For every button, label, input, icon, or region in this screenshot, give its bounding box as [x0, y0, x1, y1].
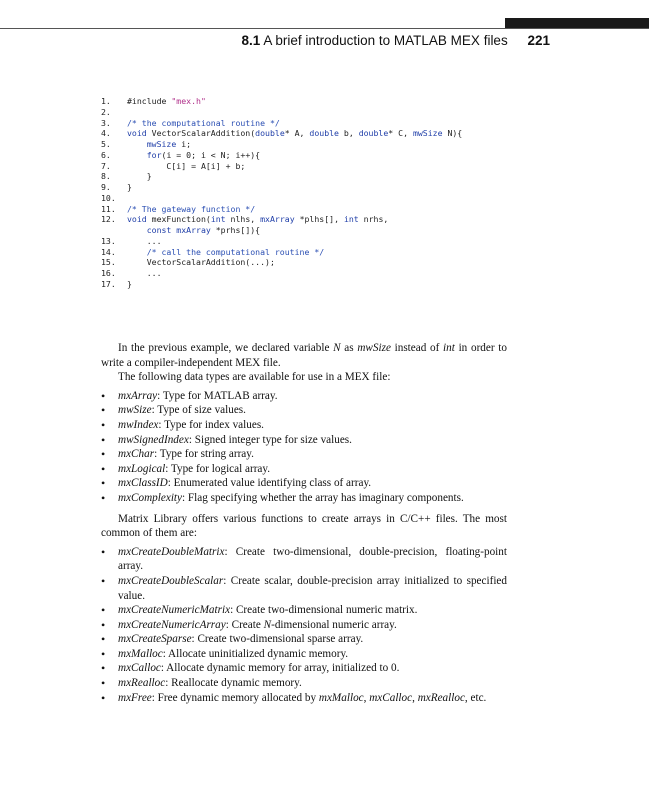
type-name: mxClassID [118, 477, 168, 490]
section-number: 8.1 [241, 33, 261, 48]
code-token: const mxArray [146, 225, 211, 235]
line-number: 1. [101, 96, 111, 106]
type-description: : Enumerated value identifying class of array. [167, 477, 372, 490]
line-number: 14. [101, 246, 116, 257]
line-number: 16. [101, 268, 116, 278]
code-token: nrhs, [358, 214, 389, 225]
code-token: for [146, 149, 162, 160]
type-description: : Signed integer type for size values. [188, 433, 352, 446]
code-token: } [127, 171, 152, 182]
text-run: N [333, 342, 341, 354]
text-run: as [340, 342, 358, 354]
line-number: 7. [101, 160, 111, 171]
text-run: mwSize [357, 342, 391, 354]
code-line [101, 279, 462, 290]
line-number: 17. [101, 278, 116, 289]
code-token: #include [127, 96, 172, 106]
list-item [101, 389, 507, 404]
list-item [101, 647, 507, 662]
page-number: 221 [527, 33, 550, 48]
code-line [101, 139, 462, 150]
line-number: 4. [101, 128, 111, 139]
code-listing [101, 96, 462, 290]
type-name: mwSize [118, 404, 152, 417]
code-line [101, 118, 462, 129]
code-line [101, 268, 462, 279]
list-item [101, 545, 507, 574]
text-run: : Create two-dimensional sparse array. [191, 633, 364, 646]
text-run: mxCalloc [118, 662, 161, 675]
code-line [101, 128, 462, 139]
list-item [101, 418, 507, 433]
text-run: : Create two-dimensional numeric matrix. [230, 604, 418, 617]
code-line [101, 193, 462, 204]
code-token [127, 139, 147, 149]
types-intro: The following data types are available for use in a MEX file: [118, 371, 391, 384]
list-item [101, 603, 507, 618]
code-line [101, 225, 462, 236]
text-run: mxCreateDoubleMatrix [118, 545, 225, 558]
list-item [101, 632, 507, 647]
code-line [101, 204, 462, 215]
line-number: 3. [101, 117, 111, 128]
code-token: *prhs[]){ [210, 225, 261, 235]
functions-list [101, 545, 507, 706]
code-line [101, 161, 462, 172]
code-token [127, 150, 147, 160]
list-item [101, 403, 507, 418]
line-number: 10. [101, 192, 116, 203]
code-token: int [343, 214, 359, 225]
data-types-list [101, 389, 507, 506]
code-token: void [127, 214, 147, 225]
code-token: * C, [388, 128, 413, 139]
text-run: : Allocate dynamic memory for array, initialized to 0. [160, 662, 400, 675]
code-token: ... [127, 268, 162, 278]
text-run: In the previous example, we declared variable [118, 342, 334, 354]
type-name: mxComplexity [118, 491, 182, 504]
functions-intro: Matrix Library offers various functions to create arrays in C/C++ files. The most common of them are: [101, 512, 507, 540]
text-run: , [363, 691, 370, 704]
list-item [101, 491, 507, 506]
text-run: : Create two-dimensional, double-precision, floating-point array. [118, 545, 507, 573]
text-run: mxRealloc [417, 691, 465, 704]
code-token: double [309, 128, 339, 139]
code-line [101, 236, 462, 247]
code-line [101, 150, 462, 161]
text-run: mxCreateSparse [118, 633, 192, 646]
code-token: "mex.h" [171, 96, 206, 106]
text-run: : Allocate uninitialized dynamic memory. [162, 647, 349, 660]
list-item [101, 676, 507, 691]
list-item [101, 433, 507, 448]
code-token: mwSize [146, 139, 177, 149]
text-run: mxCreateNumericMatrix [118, 604, 231, 617]
section-title: A brief introduction to MATLAB MEX files [263, 33, 508, 48]
header-rule [0, 28, 649, 29]
code-token: N){ [442, 128, 463, 139]
code-token: i; [176, 139, 192, 149]
code-line [101, 257, 462, 268]
header-bar [505, 18, 649, 28]
code-token: mxArray [260, 214, 295, 225]
type-name: mxChar [118, 448, 155, 461]
code-token: (i = 0; i < N; i++){ [161, 149, 261, 160]
list-item [101, 661, 507, 676]
text-run: : Create [225, 618, 264, 631]
text-run: mxFree [118, 691, 152, 704]
code-token: void [127, 128, 147, 139]
text-run: instead of [390, 342, 444, 354]
text-run: mxRealloc [118, 677, 166, 690]
code-line [101, 96, 462, 107]
line-number: 15. [101, 257, 116, 268]
line-number: 11. [101, 203, 116, 214]
type-name: mxArray [118, 389, 158, 402]
code-token: double [358, 128, 389, 139]
line-number: 6. [101, 149, 111, 160]
code-token: int [210, 214, 226, 225]
text-run: in order to write a compiler-independent MEX file. [101, 342, 507, 369]
code-line [101, 182, 462, 193]
line-number: 8. [101, 171, 111, 182]
type-name: mxLogical [118, 462, 166, 475]
text-run: : Reallocate dynamic memory. [165, 677, 302, 690]
list-item [101, 447, 507, 462]
running-head [242, 33, 550, 48]
text-run: , [412, 691, 418, 704]
code-token: mwSize [412, 128, 443, 139]
text-run: , etc. [464, 691, 487, 704]
text-run: int [443, 342, 455, 354]
text-run: mxMalloc [118, 647, 163, 660]
text-run: : Free dynamic memory allocated by [151, 691, 319, 704]
code-line [101, 171, 462, 182]
line-number: 2. [101, 106, 111, 117]
type-name: mwIndex [118, 418, 159, 431]
code-token: } [127, 278, 132, 289]
body-text [101, 341, 507, 711]
code-line [101, 214, 462, 225]
list-item [101, 462, 507, 477]
code-token: mexFunction( [146, 214, 211, 225]
line-number: 9. [101, 182, 111, 192]
text-run: mxCreateDoubleScalar [118, 574, 224, 587]
code-line [101, 107, 462, 118]
intro-paragraph [101, 341, 507, 370]
code-token: b, [338, 128, 359, 139]
type-description: : Type for index values. [158, 418, 264, 431]
code-token: } [127, 182, 132, 192]
line-number: 5. [101, 139, 111, 149]
code-token: ... [127, 235, 162, 246]
code-token: nlhs, [225, 214, 261, 225]
code-token: *plhs[], [294, 214, 344, 225]
list-item [101, 691, 507, 706]
code-token: /* call the computational routine */ [146, 246, 325, 257]
type-description: : Type for string array. [154, 448, 254, 461]
list-item [101, 618, 507, 633]
text-run: N [263, 618, 272, 631]
type-name: mwSignedIndex [118, 433, 189, 446]
code-token: C[i] = A[i] + b; [127, 160, 246, 171]
type-description: : Type for MATLAB array. [157, 389, 278, 402]
code-token: VectorScalarAddition(...); [127, 257, 275, 268]
code-token: double [255, 128, 285, 139]
list-item [101, 574, 507, 603]
text-run: -dimensional numeric array. [271, 618, 397, 631]
code-token [127, 247, 147, 257]
code-line [101, 247, 462, 258]
text-run: mxCreateNumericArray [118, 618, 226, 631]
line-number: 12. [101, 214, 116, 225]
text-run: mxCalloc [369, 691, 413, 704]
code-token [127, 225, 147, 235]
text-run: mxMalloc [318, 691, 364, 704]
type-description: : Type of size values. [151, 404, 246, 417]
code-token: /* The gateway function */ [127, 203, 256, 214]
type-description: : Type for logical array. [165, 462, 271, 475]
type-description: : Flag specifying whether the array has imaginary components. [182, 491, 464, 504]
code-token: VectorScalarAddition( [146, 128, 256, 139]
code-token: * A, [284, 128, 310, 139]
list-item [101, 476, 507, 491]
text-run: : Create scalar, double-precision array initialized to specified value. [118, 574, 507, 602]
line-number: 13. [101, 235, 116, 246]
code-token: /* the computational routine */ [127, 117, 280, 128]
